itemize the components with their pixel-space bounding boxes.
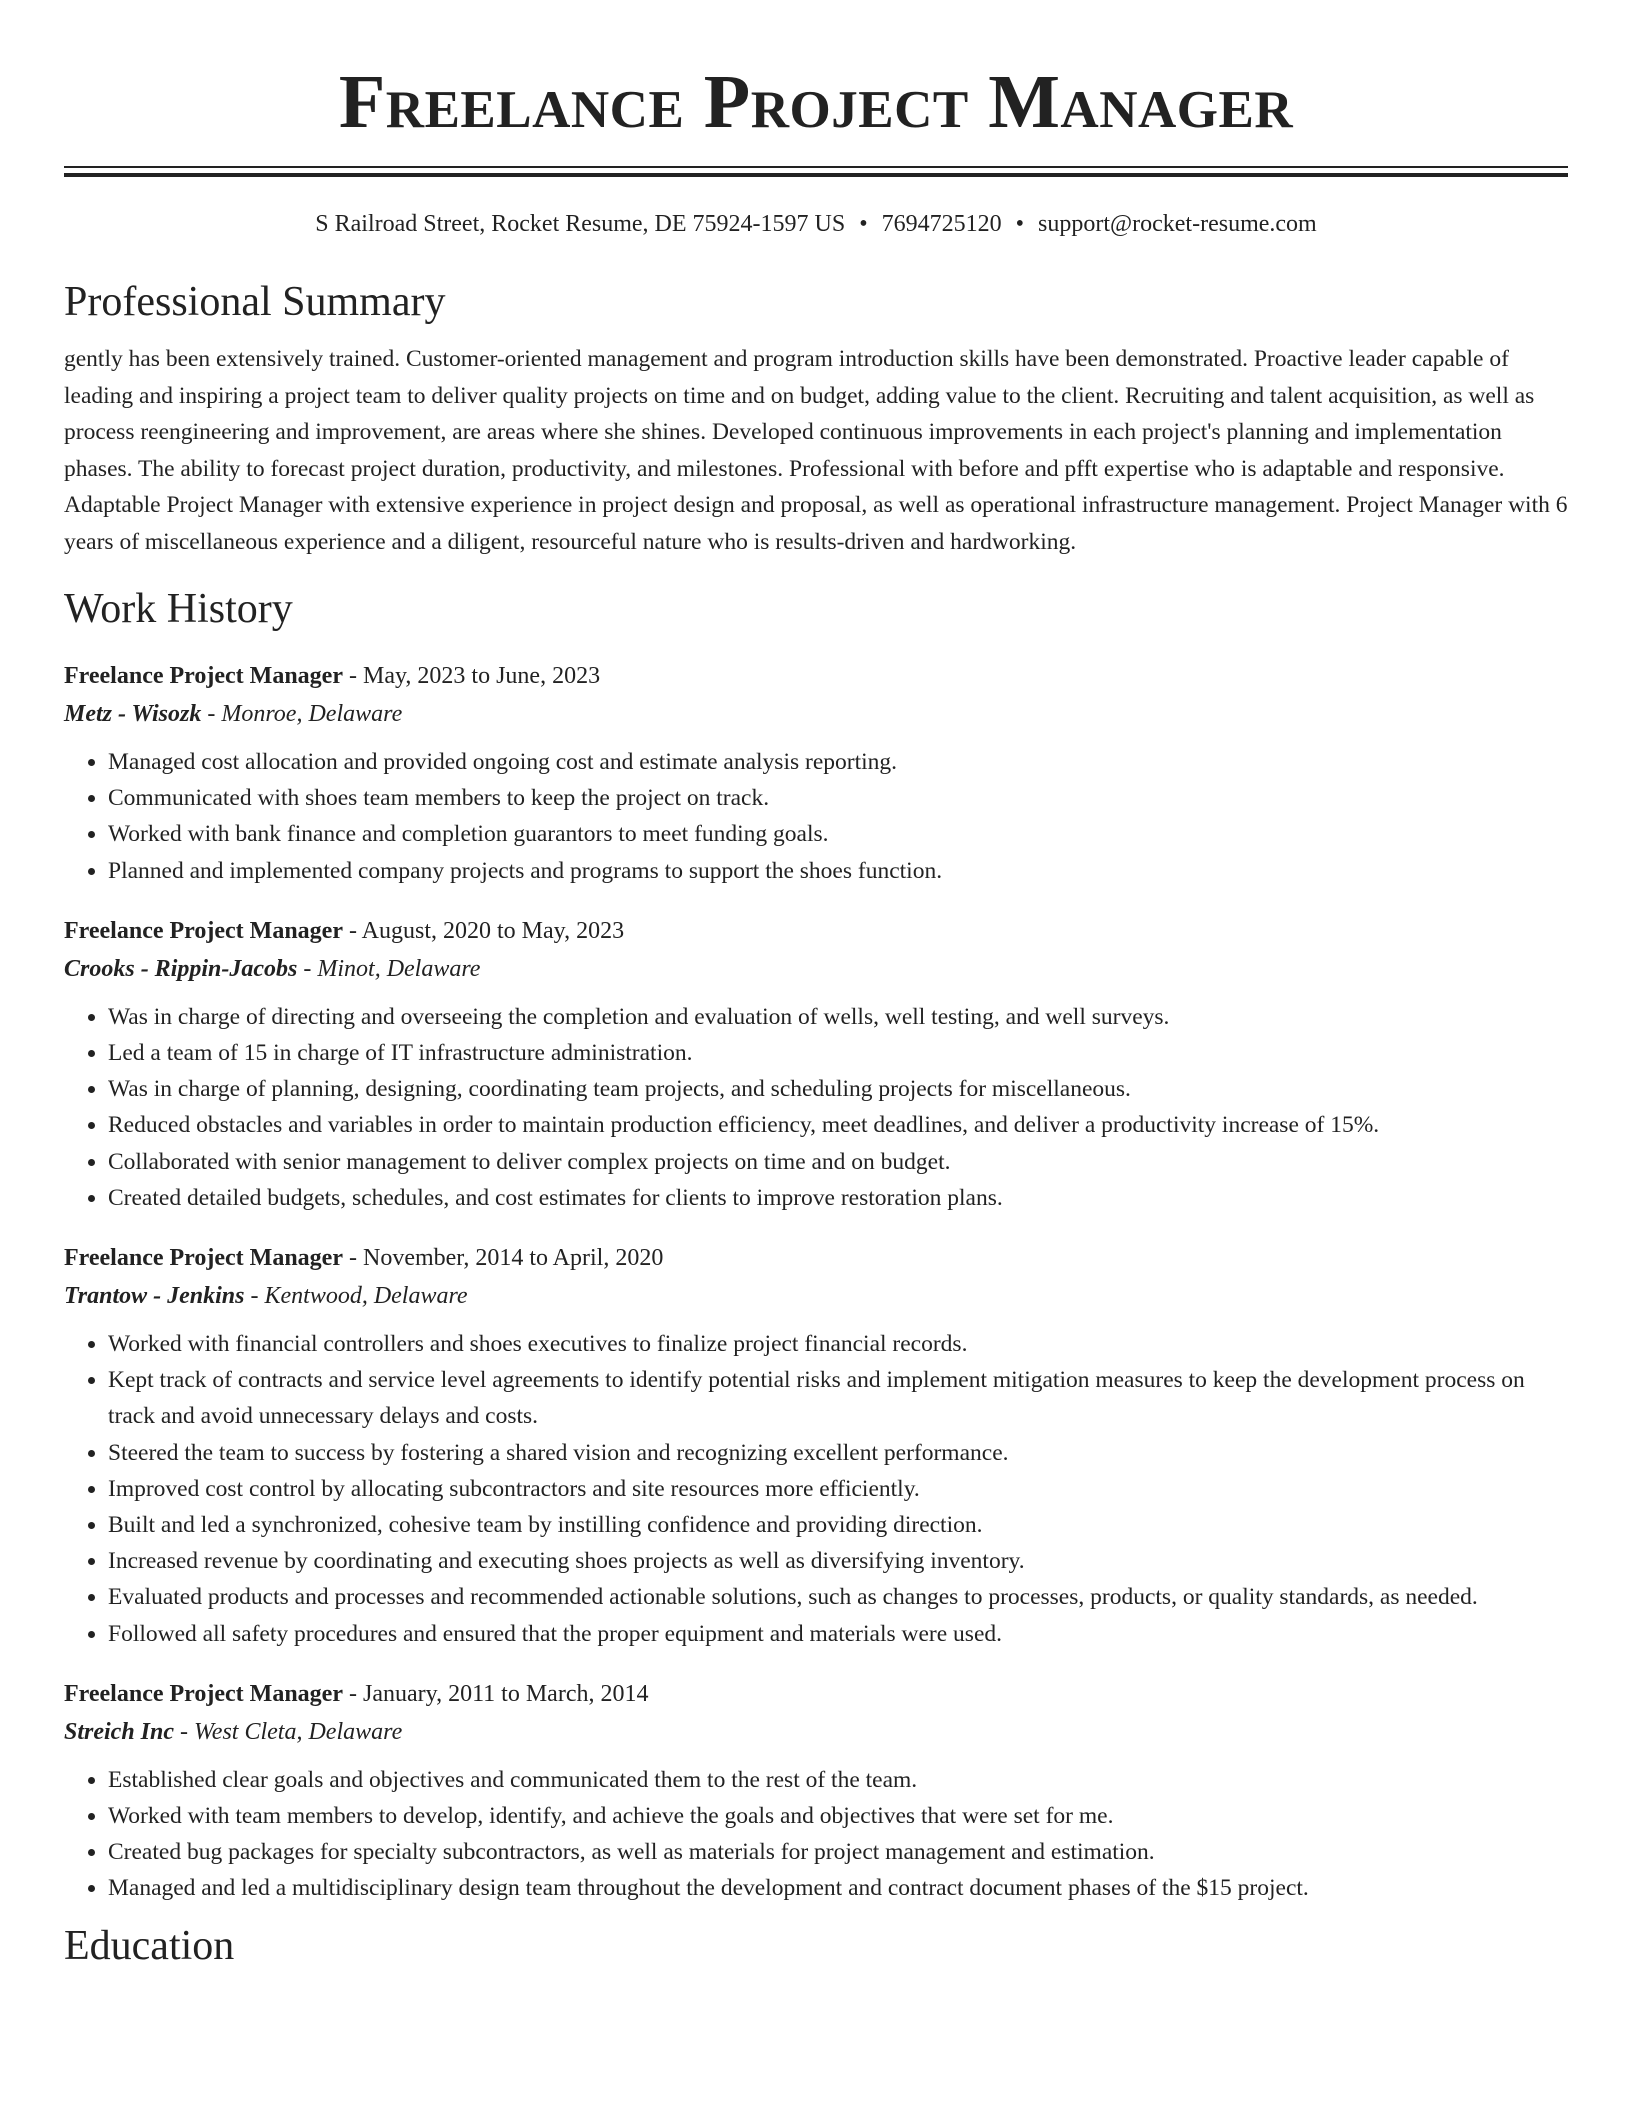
job-bullet: • Steered the team to success by fostering a shared vision and recognizing excellent performance.: [108, 1435, 1568, 1471]
job-dash: -: [174, 1718, 195, 1745]
job-location: Monroe, Delaware: [221, 701, 403, 727]
contact-phone: 7694725120: [881, 211, 1002, 237]
section-heading-summary: Professional Summary: [64, 279, 446, 325]
job-bullet: • Worked with financial controllers and shoes executives to finalize project financial records.: [108, 1326, 1568, 1362]
job-dash: -: [201, 701, 222, 727]
job-bullet: • Increased revenue by coordinating and executing shoes projects as well as diversifying inventory.: [108, 1543, 1568, 1579]
job-header: [64, 658, 1568, 694]
job-dash: -: [244, 1283, 265, 1310]
job-header: [64, 913, 1568, 949]
job-dates: August, 2020 to May, 2023: [361, 917, 625, 944]
job-company: Crooks - Rippin-Jacobs: [64, 955, 298, 982]
job-bullet-list: [64, 1762, 1568, 1907]
job-location: Minot, Delaware: [317, 955, 481, 982]
job-dash: -: [342, 1245, 363, 1272]
contact-separator: •: [859, 211, 868, 237]
job-bullet: • Built and led a synchronized, cohesive team by instilling confidence and providing direction.: [108, 1507, 1568, 1543]
job-location: West Cleta, Delaware: [194, 1718, 403, 1745]
job-dates: November, 2014 to April, 2020: [362, 1245, 664, 1272]
contact-separator: •: [1015, 211, 1025, 237]
job-bullet: • Worked with bank finance and completion guarantors to meet funding goals.: [108, 816, 1568, 852]
job-bullet: • Established clear goals and objectives and communicated them to the rest of the team.: [108, 1762, 1568, 1798]
job-company: Trantow - Jenkins: [64, 1283, 245, 1310]
job-bullet: • Planned and implemented company projects and programs to support the shoes function.: [108, 853, 1568, 889]
job-employer: [64, 1712, 1568, 1752]
job-bullet: • Evaluated products and processes and recommended actionable solutions, such as changes to processes, products, or quality standards, as needed.: [108, 1579, 1568, 1615]
job-bullet: • Managed cost allocation and provided ongoing cost and estimate analysis reporting.: [108, 744, 1568, 780]
job-bullet: • Communicated with shoes team members to keep the project on track.: [108, 780, 1568, 816]
resume-name-title: Freelance Project Manager: [338, 60, 1294, 144]
header-double-rule: [64, 166, 1568, 177]
job-location: Kentwood, Delaware: [264, 1283, 468, 1310]
job-title: Freelance Project Manager: [64, 1680, 343, 1707]
job-title: Freelance Project Manager: [64, 917, 343, 944]
job-title: Freelance Project Manager: [64, 663, 343, 689]
job-employer: [64, 1276, 1568, 1316]
job-bullet-list: [64, 999, 1568, 1216]
job-header: [64, 1676, 1568, 1712]
job-bullet-list: [64, 1326, 1568, 1652]
job-bullet: • Was in charge of directing and overseeing the completion and evaluation of wells, well testing, and well surveys.: [108, 999, 1568, 1035]
job-dash: -: [297, 955, 318, 982]
section-heading-work-history: Work History: [64, 586, 293, 632]
job-title: Freelance Project Manager: [64, 1245, 343, 1272]
summary-text: gently has been extensively trained. Customer-oriented management and program introduction skills have been demonstrated. Proactive leader capable of leading and inspiring a project team to deliver quality projects on time and on budget, adding value to the client. Recruiting and talent acquisition, as well as process reengineering and improvement, are areas where she shines. Developed continuous improvements in each project's planning and implementation phases. The ability to forecast project duration, productivity, and milestones. Professional with before and pfft expertise who is adaptable and responsive. Adaptable Project Manager with extensive experience in project design and proposal, as well as operational infrastructure management. Project Manager with 6 years of miscellaneous experience and a diligent, resourceful nature who is results-driven and hardworking.: [64, 346, 1568, 555]
job-dates: May, 2023 to June, 2023: [362, 663, 601, 689]
job-company: Metz - Wisozk: [64, 701, 202, 727]
job-dash: -: [342, 917, 362, 944]
contact-email: support@rocket-resume.com: [1038, 211, 1317, 237]
job-bullet: • Created bug packages for specialty subcontractors, as well as materials for project management and estimation.: [108, 1834, 1568, 1870]
job-entry: [64, 1676, 1568, 1907]
job-entry: [64, 658, 1568, 889]
job-bullet: • Improved cost control by allocating subcontractors and site resources more efficiently.: [108, 1471, 1568, 1507]
job-bullet: • Collaborated with senior management to deliver complex projects on time and on budget.: [108, 1144, 1568, 1180]
job-bullet: • Managed and led a multidisciplinary design team throughout the development and contract document phases of the $15 project.: [108, 1870, 1568, 1906]
job-entry: [64, 1240, 1568, 1652]
job-company: Streich Inc: [64, 1718, 175, 1745]
work-history-list: [64, 658, 1568, 1907]
section-heading-education: Education: [64, 1922, 235, 1969]
job-dates: January, 2011 to March, 2014: [362, 1680, 649, 1707]
job-dash: -: [342, 663, 363, 689]
job-bullet: • Led a team of 15 in charge of IT infrastructure administration.: [108, 1035, 1568, 1071]
contact-address: S Railroad Street, Rocket Resume, DE 75924-1597 US: [315, 211, 846, 237]
job-bullet: • Was in charge of planning, designing, coordinating team projects, and scheduling projects for miscellaneous.: [108, 1071, 1568, 1107]
job-bullet: • Kept track of contracts and service level agreements to identify potential risks and implement mitigation measures to keep the development process on track and avoid unnecessary delays and costs.: [108, 1362, 1568, 1434]
job-bullet: • Followed all safety procedures and ensured that the proper equipment and materials were used.: [108, 1616, 1568, 1652]
header-rule-thick: [64, 173, 1568, 177]
job-bullet: • Reduced obstacles and variables in order to maintain production efficiency, meet deadlines, and deliver a productivity increase of 15%.: [108, 1107, 1568, 1143]
job-entry: [64, 913, 1568, 1216]
job-header: [64, 1240, 1568, 1276]
job-dash: -: [342, 1680, 363, 1707]
job-employer: [64, 694, 1568, 734]
job-bullet-list: [64, 744, 1568, 889]
contact-line: [64, 209, 1568, 239]
job-bullet: • Created detailed budgets, schedules, and cost estimates for clients to improve restoration plans.: [108, 1180, 1568, 1216]
job-bullet: • Worked with team members to develop, identify, and achieve the goals and objectives that were set for me.: [108, 1798, 1568, 1834]
job-employer: [64, 949, 1568, 989]
